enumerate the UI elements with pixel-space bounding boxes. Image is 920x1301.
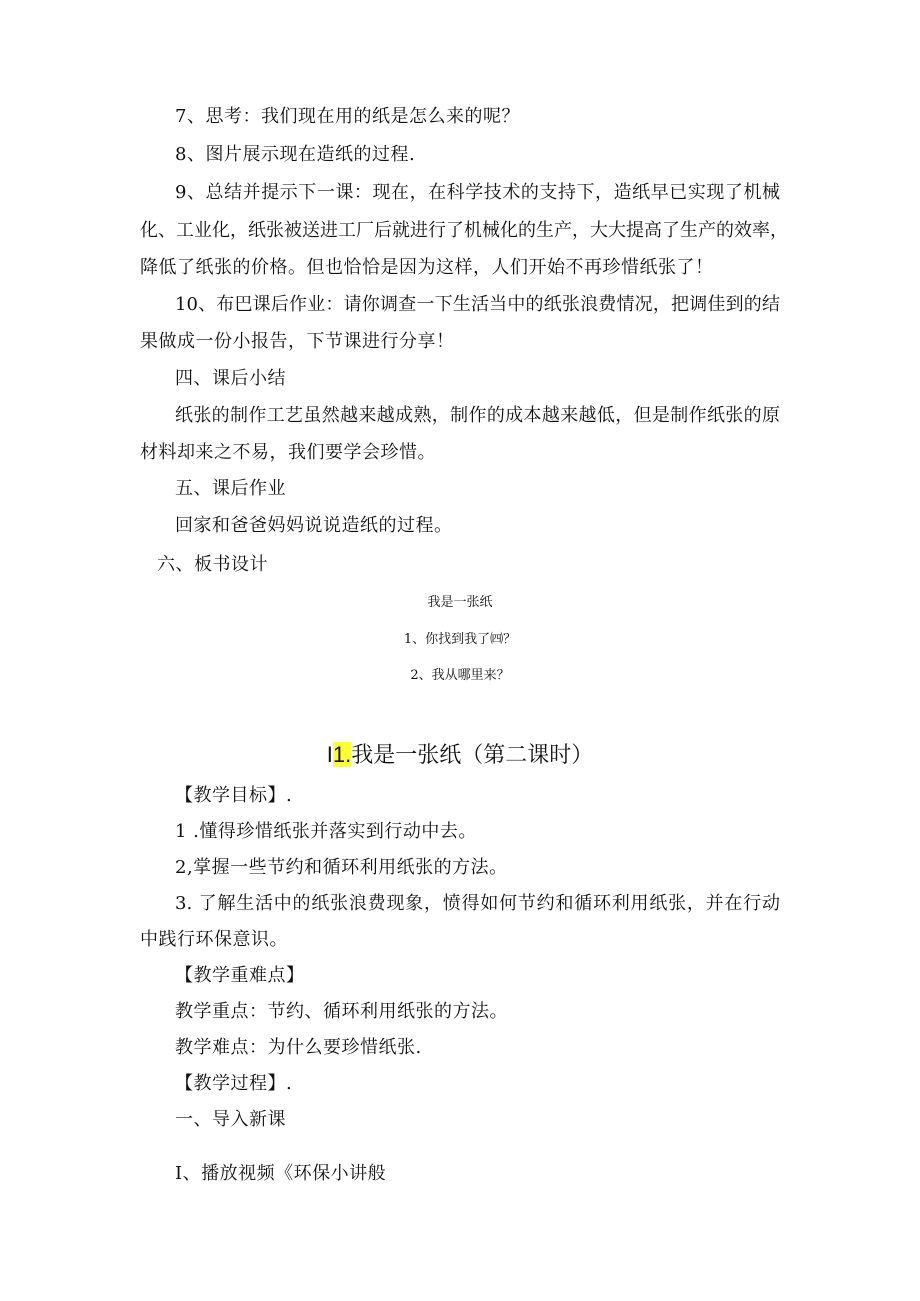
board-question-1: 1、你找到我了㈣？	[403, 632, 517, 647]
intro-item-1: I、播放视频《环保小讲般	[175, 1163, 387, 1184]
section-6-heading: 六、板书设计	[157, 554, 268, 575]
goal-2: 2,掌握一些节约和循环利用纸张的方法。	[175, 857, 508, 878]
step-9-line-1: 9、总结并提示下一课：现在，在科学技术的支持下，造纸早已实现了机械	[175, 182, 780, 203]
board-title: 我是一张纸	[427, 595, 493, 610]
section-4-heading: 四、课后小结	[175, 368, 286, 389]
goal-3-line-2: 中践行环保意识。	[140, 929, 288, 950]
goal-1: 1 .懂得珍惜纸张并落实到行动中去。	[175, 821, 477, 842]
key-points-heading: 【教学重难点】	[175, 965, 305, 986]
title-prefix: I	[326, 742, 333, 767]
title-text: 我是一张纸（第二课时）	[351, 743, 594, 768]
lesson-2-title	[0, 740, 920, 771]
intro-heading: 一、导入新课	[175, 1109, 286, 1130]
step-9-line-3: 降低了纸张的价格。但也恰恰是因为这样，人们开始不再珍惜纸张了！	[140, 257, 714, 278]
title-number-highlight: 1.	[332, 742, 352, 767]
step-8-text: 8、图片展示现在造纸的过程.	[175, 144, 416, 165]
section-4-line-1: 纸张的制作工艺虽然越来越成熟，制作的成本越来越低，但是制作纸张的原	[175, 405, 780, 426]
section-5-heading: 五、课后作业	[175, 478, 286, 499]
goal-3-line-1: 3. 了解生活中的纸张浪费现象，愤得如何节约和循环利用纸张，并在行动	[175, 893, 780, 914]
section-5-line-1: 回家和爸爸妈妈说说造纸的过程。	[175, 515, 453, 536]
section-4-line-2: 材料却来之不易，我们要学会珍惜。	[140, 442, 436, 463]
board-question-2: 2、我从哪里来？	[410, 668, 510, 683]
step-10-line-2: 果做成一份小报告，下节课进行分享！	[140, 331, 455, 352]
step-7-text: 7、思考：我们现在用的纸是怎么来的呢？	[175, 106, 520, 127]
step-10-line-1: 10、布巴课后作业：请你调查一下生活当中的纸张浪费情况，把调佳到的结	[175, 294, 780, 315]
goals-heading: 【教学目标】.	[175, 785, 293, 806]
key-point: 教学重点：节约、循环利用纸张的方法。	[175, 1001, 508, 1022]
process-heading: 【教学过程】.	[175, 1073, 293, 1094]
difficulty-point: 教学难点：为什么要珍惜纸张.	[175, 1037, 422, 1058]
step-9-line-2: 化、工业化，纸张被送进工厂后就进行了机械化的生产，大大提高了生产的效率，	[140, 220, 788, 241]
